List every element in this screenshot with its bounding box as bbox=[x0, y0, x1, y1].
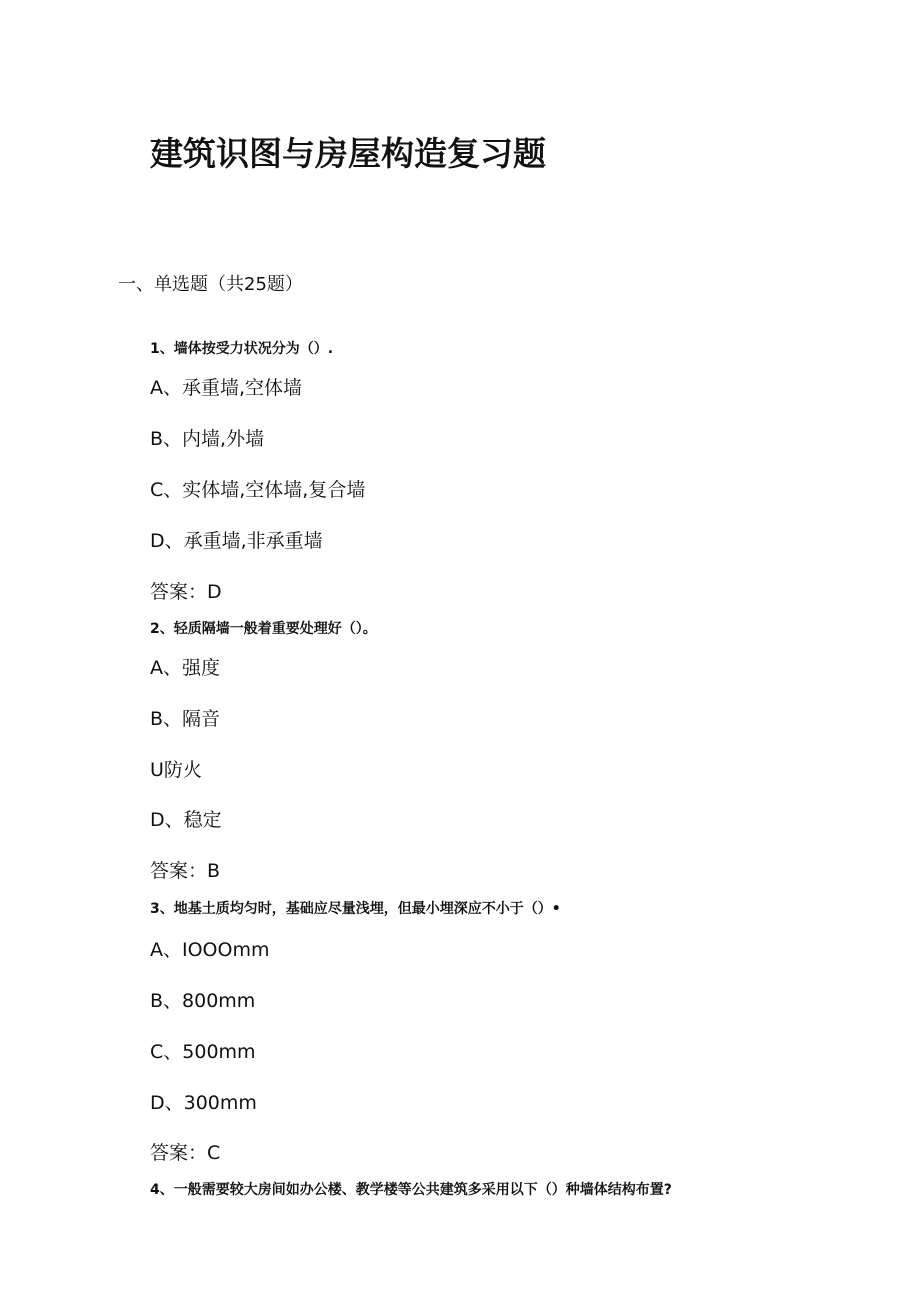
question-2-option-b: B、隔音 bbox=[150, 708, 221, 730]
question-4-stem: 4、一般需要较大房间如办公楼、教学楼等公共建筑多采用以下（）种墙体结构布置? bbox=[150, 1182, 672, 1198]
question-2-option-c: U防火 bbox=[150, 759, 202, 781]
question-1-option-a: A、承重墙,空体墙 bbox=[150, 377, 303, 399]
question-1-answer: 答案：D bbox=[150, 581, 222, 603]
section-heading: 一、单选题（共25题） bbox=[118, 274, 303, 295]
question-1-stem: 1、墙体按受力状况分为（）. bbox=[150, 341, 334, 357]
question-3-answer: 答案：C bbox=[150, 1142, 221, 1164]
question-1-option-d: D、承重墙,非承重墙 bbox=[150, 530, 323, 552]
question-2-option-a: A、强度 bbox=[150, 657, 220, 679]
question-2-stem: 2、轻质隔墙一般着重要处理好（）。 bbox=[150, 621, 377, 637]
question-1-option-b: B、内墙,外墙 bbox=[150, 428, 265, 450]
question-3-option-a: A、IOOOmm bbox=[150, 939, 270, 961]
question-2-option-d: D、稳定 bbox=[150, 809, 222, 831]
question-2-answer: 答案：B bbox=[150, 860, 221, 882]
question-3-stem: 3、地基土质均匀时，基础应尽量浅埋，但最小埋深应不小于（）• bbox=[150, 901, 561, 917]
page-title: 建筑识图与房屋构造复习题 bbox=[150, 134, 546, 173]
question-3-option-c: C、500mm bbox=[150, 1041, 256, 1063]
question-3-option-d: D、300mm bbox=[150, 1092, 257, 1114]
question-3-option-b: B、800mm bbox=[150, 990, 256, 1012]
question-1-option-c: C、实体墙,空体墙,复合墙 bbox=[150, 479, 366, 501]
